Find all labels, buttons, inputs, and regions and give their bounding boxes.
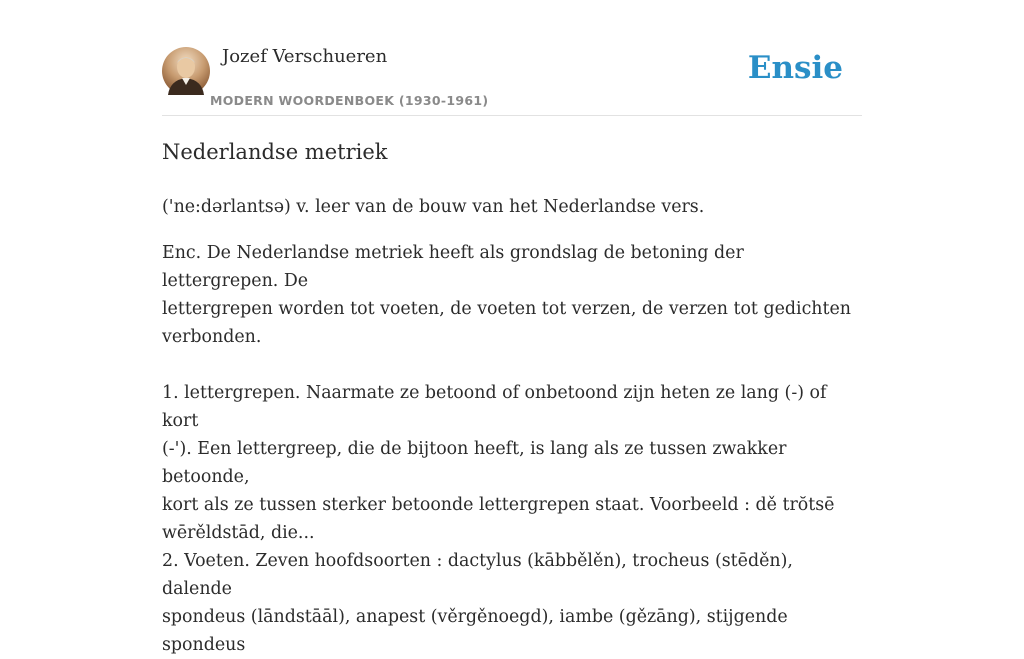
portrait-icon — [162, 47, 210, 95]
source-label: MODERN WOORDENBOEK (1930-1961) — [210, 93, 489, 108]
avatar[interactable] — [162, 47, 210, 95]
header — [162, 0, 862, 116]
body-paragraph: 1. lettergrepen. Naarmate ze betoond of onbetoond zijn heten ze lang (-) of kort (-'). Een lettergreep, die de bijtoon heeft, is lang als ze tussen zwakker betoonde, kort als ze tussen sterker betoonde lettergrepen staat. Voorbeeld : dě trŏtsē wērěldstād, die... 2. Voeten. Zeven hoofdsoorten : dactylus (kābbělěn), trocheus (stēděn), dalende spondeus (lāndstāāl), anapest (věrgěnoegd), iambe (gězāng), stijgende spondeus — [162, 383, 835, 655]
page-title: Nederlandse metriek — [162, 140, 388, 164]
body-paragraph: Enc. De Nederlandse metriek heeft als grondslag de betoning der lettergrepen. De lettergrepen worden tot voeten, de voeten tot verzen, de verzen tot gedichten verbonden. — [162, 243, 851, 347]
paragraph-gap — [162, 351, 862, 379]
article-body — [162, 239, 862, 659]
brand-logo[interactable]: Ensie — [747, 50, 843, 86]
page-container — [162, 0, 862, 655]
definition-text: ('ne:dərlantsə) v. leer van de bouw van het Nederlandse vers. — [162, 197, 705, 217]
author-name[interactable]: Jozef Verschueren — [222, 46, 388, 67]
